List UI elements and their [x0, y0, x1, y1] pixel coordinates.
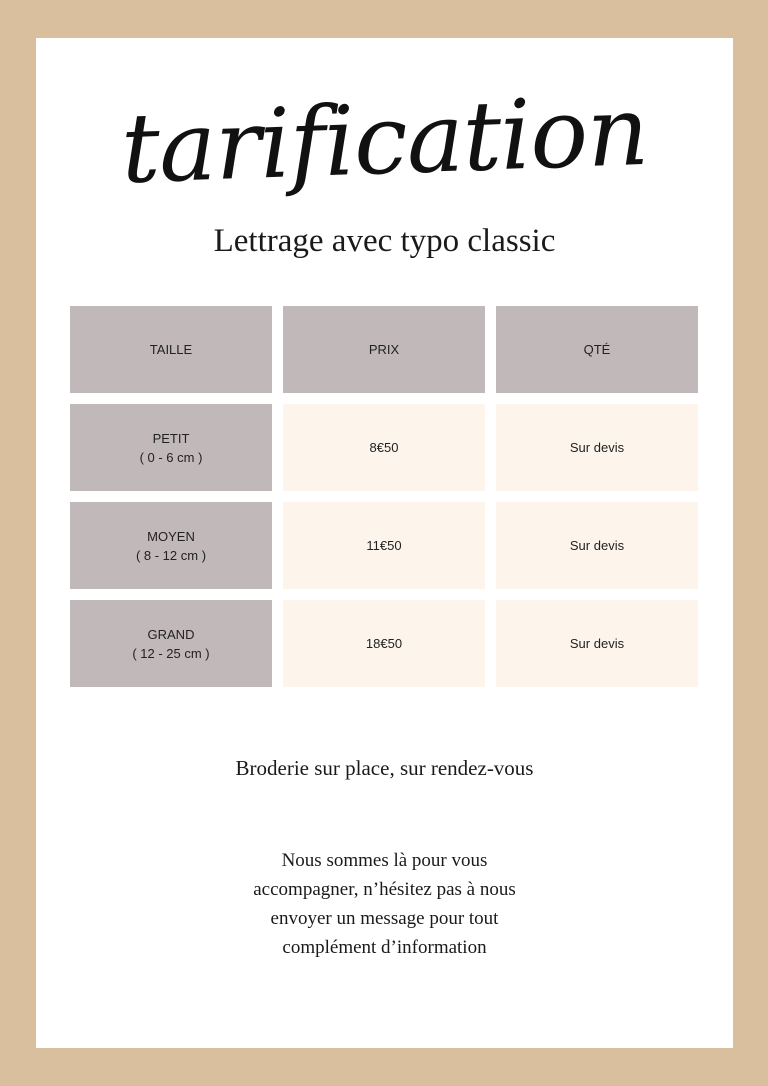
contact-note-line: accompagner, n’hésitez pas à nous [253, 879, 516, 900]
price-value: 11€50 [366, 538, 402, 553]
size-name: MOYEN [147, 528, 195, 544]
table-row-size-cell [70, 502, 272, 589]
table-header-size [70, 306, 272, 393]
table-header-qty-label: QTÉ [583, 342, 611, 357]
table-row-qty-cell [496, 600, 698, 687]
size-name: GRAND [147, 626, 195, 642]
page-subtitle: Lettrage avec typo classic [213, 223, 556, 259]
qty-value: Sur devis [569, 440, 625, 455]
table-header-qty [496, 306, 698, 393]
contact-note [36, 846, 733, 962]
table-row-price-cell [283, 600, 485, 687]
page-title: tarification [119, 74, 650, 206]
table-row-price-cell [283, 502, 485, 589]
pricing-card [36, 38, 733, 1048]
table-header-size-label: TAILLE [149, 342, 193, 357]
qty-value: Sur devis [569, 538, 625, 553]
price-value: 8€50 [369, 440, 399, 455]
table-row-size-cell [70, 404, 272, 491]
size-range: ( 0 - 6 cm ) [139, 449, 203, 465]
contact-note-line: Nous sommes là pour vous [281, 850, 488, 871]
contact-note-line: complément d’information [282, 937, 487, 958]
table-row-qty-cell [496, 404, 698, 491]
table-header-price [283, 306, 485, 393]
table-header-price-label: PRIX [368, 342, 400, 357]
size-range: ( 8 - 12 cm ) [135, 547, 207, 563]
price-value: 18€50 [365, 636, 403, 651]
onsite-note: Broderie sur place, sur rendez-vous [235, 756, 534, 780]
qty-value: Sur devis [569, 636, 625, 651]
size-range: ( 12 - 25 cm ) [132, 645, 210, 661]
table-row-qty-cell [496, 502, 698, 589]
table-row-price-cell [283, 404, 485, 491]
size-name: PETIT [152, 430, 190, 446]
table-row-size-cell [70, 600, 272, 687]
contact-note-line: envoyer un message pour tout [270, 908, 499, 929]
